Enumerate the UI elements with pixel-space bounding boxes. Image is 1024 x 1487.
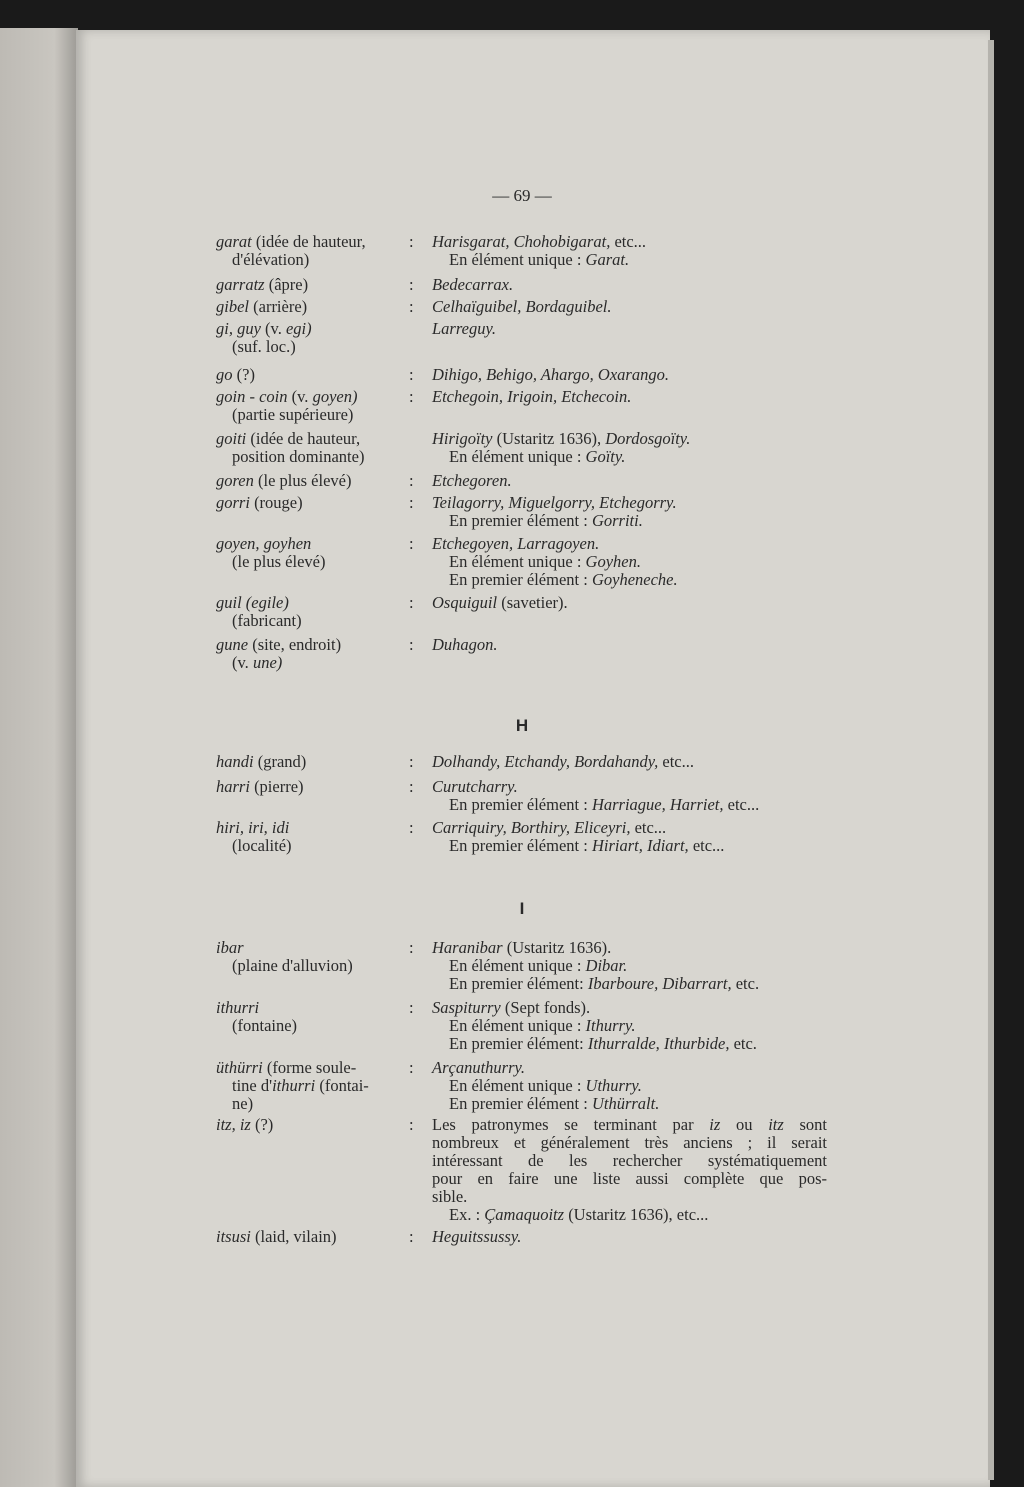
text-line xyxy=(432,1170,827,1188)
italic-term: Carriquiry, Borthiry, Eliceyri, xyxy=(432,818,631,837)
italic-term: gibel xyxy=(216,297,249,316)
text-line xyxy=(432,939,827,957)
italic-term: goren xyxy=(216,471,254,490)
text-line xyxy=(216,1077,411,1095)
text-line xyxy=(216,430,411,448)
text-line xyxy=(432,636,827,654)
text-line xyxy=(216,251,411,269)
text-span: En premier élément: xyxy=(449,1034,588,1053)
separator-colon: : xyxy=(409,387,414,406)
text-line xyxy=(432,553,827,571)
text-span: (plaine d'alluvion) xyxy=(232,956,353,975)
text-line xyxy=(432,430,827,448)
text-line xyxy=(216,1228,411,1246)
text-line xyxy=(216,654,411,672)
text-line xyxy=(432,753,827,771)
text-span: pour en faire une liste aussi complète que pos- xyxy=(432,1169,827,1188)
text-span: etc. xyxy=(731,974,760,993)
text-span: (Ustaritz 1636), etc... xyxy=(564,1205,709,1224)
entry-term xyxy=(216,1059,411,1113)
text-span: position dominante) xyxy=(232,447,365,466)
text-span: En élément unique : xyxy=(449,956,586,975)
text-line xyxy=(216,1017,411,1035)
italic-term: Larreguy. xyxy=(432,319,497,338)
text-span: (fabricant) xyxy=(232,611,302,630)
separator-colon: : xyxy=(409,297,414,316)
text-span: d'élévation) xyxy=(232,250,310,269)
italic-term: Dordosgoïty. xyxy=(605,429,691,448)
entry-term xyxy=(216,494,411,512)
italic-term: une) xyxy=(252,653,283,672)
text-line xyxy=(432,1228,827,1246)
text-span: (?) xyxy=(232,365,255,384)
text-span: (âpre) xyxy=(264,275,309,294)
separator-colon: : xyxy=(409,593,414,612)
entry-examples xyxy=(432,594,827,612)
previous-page-edge xyxy=(0,28,78,1487)
text-span: En premier élément : xyxy=(449,836,592,855)
text-line xyxy=(216,1116,411,1134)
text-span: etc... xyxy=(658,752,694,771)
separator-colon: : xyxy=(409,275,414,294)
text-span: (pierre) xyxy=(249,777,304,796)
italic-term: Etchegoin, Irigoin, Etchecoin. xyxy=(432,387,632,406)
italic-term: Dolhandy, Etchandy, Bordahandy, xyxy=(432,752,659,771)
italic-term: Çamaquoitz xyxy=(484,1205,565,1224)
entry-term xyxy=(216,636,411,672)
entry-examples xyxy=(432,388,827,406)
separator-colon: : xyxy=(409,635,414,654)
text-line xyxy=(432,233,827,251)
italic-term: ibar xyxy=(216,938,244,957)
text-span: En élément unique : xyxy=(449,552,586,571)
entry-examples xyxy=(432,320,827,338)
separator-colon: : xyxy=(409,493,414,512)
text-span: etc... xyxy=(630,818,667,837)
page-edge xyxy=(988,40,994,1480)
text-span: nombreux et généralement très anciens ; il serait xyxy=(432,1133,827,1152)
text-line xyxy=(432,1077,827,1095)
separator-colon: : xyxy=(409,752,414,771)
text-line xyxy=(216,1059,411,1077)
entry-term xyxy=(216,999,411,1035)
separator-colon: : xyxy=(409,777,414,796)
italic-term: gune xyxy=(216,635,249,654)
text-line xyxy=(432,1035,827,1053)
entry-examples xyxy=(432,298,827,316)
italic-term: Dihigo, Behigo, Ahargo, Oxarango. xyxy=(432,365,669,384)
text-span: (fontai- xyxy=(315,1076,369,1095)
text-line xyxy=(216,388,411,406)
italic-term: goyen, goyhen xyxy=(216,534,312,553)
italic-term: itz xyxy=(768,1115,784,1134)
italic-term: Heguitssussy. xyxy=(432,1227,522,1246)
italic-term: Garat. xyxy=(585,250,630,269)
italic-term: Dibar. xyxy=(585,956,628,975)
italic-term: Ibarboure, Dibarrart, xyxy=(587,974,732,993)
text-line xyxy=(432,796,827,814)
text-line xyxy=(216,837,411,855)
text-line xyxy=(432,1017,827,1035)
text-line xyxy=(216,472,411,490)
italic-term: Etchegoren. xyxy=(432,471,512,490)
italic-term: Goyheneche. xyxy=(591,570,678,589)
entry-examples xyxy=(432,276,827,294)
italic-term: Harisgarat, Chohobigarat, xyxy=(432,232,611,251)
text-span: (Ustaritz 1636). xyxy=(502,938,612,957)
text-line xyxy=(432,1206,827,1224)
page-number: — 69 — xyxy=(492,186,552,205)
italic-term: garat xyxy=(216,232,252,251)
text-line xyxy=(432,975,827,993)
text-line xyxy=(216,320,411,338)
italic-term: itz, iz xyxy=(216,1115,251,1134)
separator-colon: : xyxy=(409,365,414,384)
text-line xyxy=(432,837,827,855)
text-span: (le plus élevé) xyxy=(232,552,326,571)
text-line xyxy=(432,298,827,316)
text-line xyxy=(432,778,827,796)
text-line xyxy=(216,612,411,630)
italic-term: goiti xyxy=(216,429,247,448)
text-span: etc... xyxy=(723,795,760,814)
text-line xyxy=(432,535,827,553)
entry-examples xyxy=(432,1228,827,1246)
entry-term xyxy=(216,535,411,571)
text-line xyxy=(432,448,827,466)
text-span: (rouge) xyxy=(249,493,303,512)
italic-term: üthürri xyxy=(216,1058,263,1077)
text-span: En élément unique : xyxy=(449,1016,586,1035)
text-line xyxy=(432,819,827,837)
entry-examples xyxy=(432,1059,827,1113)
text-span: etc... xyxy=(688,836,725,855)
italic-term: handi xyxy=(216,752,254,771)
entry-examples xyxy=(432,366,827,384)
text-line xyxy=(432,571,827,589)
text-line xyxy=(216,999,411,1017)
text-span: (fontaine) xyxy=(232,1016,298,1035)
italic-term: ithurri xyxy=(216,998,260,1017)
text-line xyxy=(432,366,827,384)
entry-term xyxy=(216,430,411,466)
text-line xyxy=(432,472,827,490)
text-span: intéressant de les rechercher systématiquement xyxy=(432,1151,827,1170)
text-span: (suf. loc.) xyxy=(232,337,296,356)
italic-term: goin - coin xyxy=(216,387,288,406)
separator-colon: : xyxy=(409,1227,414,1246)
separator-colon: : xyxy=(409,998,414,1017)
entry-term xyxy=(216,778,411,796)
text-line xyxy=(432,320,827,338)
section-letter: H xyxy=(515,716,529,735)
text-span: (?) xyxy=(250,1115,274,1134)
text-span: (le plus élevé) xyxy=(253,471,352,490)
entry-examples xyxy=(432,233,827,269)
text-line xyxy=(216,448,411,466)
text-line xyxy=(216,753,411,771)
text-span: sont xyxy=(783,1115,827,1134)
text-span: En élément unique : xyxy=(449,447,586,466)
italic-term: Bedecarrax. xyxy=(432,275,514,294)
text-line xyxy=(216,233,411,251)
entry-examples xyxy=(432,472,827,490)
italic-term: Uthurry. xyxy=(585,1076,642,1095)
text-line xyxy=(432,251,827,269)
text-span: etc... xyxy=(610,232,647,251)
entry-term xyxy=(216,388,411,424)
text-line xyxy=(432,594,827,612)
text-span: En premier élément : xyxy=(449,570,592,589)
text-span: (v. xyxy=(232,653,253,672)
separator-colon: : xyxy=(409,232,414,251)
italic-term: Teilagorry, Miguelgorry, Etchegorry. xyxy=(432,493,677,512)
text-span: tine d' xyxy=(232,1076,273,1095)
text-span: (site, endroit) xyxy=(248,635,342,654)
text-line xyxy=(432,1134,827,1152)
italic-term: egi) xyxy=(285,319,312,338)
text-line xyxy=(432,999,827,1017)
text-span: En premier élément: xyxy=(449,974,588,993)
entry-term xyxy=(216,233,411,269)
text-span: En élément unique : xyxy=(449,250,586,269)
text-span: (savetier). xyxy=(497,593,568,612)
italic-term: harri xyxy=(216,777,250,796)
italic-term: Harriague, Harriet, xyxy=(591,795,724,814)
text-line xyxy=(432,512,827,530)
italic-term: Celhaïguibel, Bordaguibel. xyxy=(432,297,612,316)
text-span: etc. xyxy=(729,1034,757,1053)
italic-term: Hirigoïty xyxy=(432,429,493,448)
text-span: En premier élément : xyxy=(449,795,592,814)
text-span: (forme soule- xyxy=(262,1058,357,1077)
italic-term: garratz xyxy=(216,275,265,294)
italic-term: Haranibar xyxy=(432,938,503,957)
text-span: ne) xyxy=(232,1094,254,1113)
separator-colon: : xyxy=(409,818,414,837)
text-span: (idée de hauteur, xyxy=(246,429,361,448)
text-span: (laid, vilain) xyxy=(250,1227,337,1246)
text-line xyxy=(216,636,411,654)
text-line xyxy=(216,338,411,356)
text-line xyxy=(216,778,411,796)
section-letter: I xyxy=(519,899,525,918)
text-line xyxy=(432,1152,827,1170)
italic-term: Curutcharry. xyxy=(432,777,518,796)
entry-examples xyxy=(432,494,827,530)
text-span: (Ustaritz 1636), xyxy=(492,429,606,448)
italic-term: Gorriti. xyxy=(591,511,643,530)
italic-term: ithurri xyxy=(272,1076,316,1095)
text-line xyxy=(216,957,411,975)
text-span: En premier élément : xyxy=(449,1094,592,1113)
entry-examples xyxy=(432,636,827,654)
text-span: (v. xyxy=(260,319,286,338)
text-line xyxy=(432,1188,827,1206)
italic-term: go xyxy=(216,365,233,384)
italic-term: goyen) xyxy=(312,387,358,406)
text-line xyxy=(216,276,411,294)
text-span: (grand) xyxy=(253,752,307,771)
italic-term: Goyhen. xyxy=(585,552,641,571)
italic-term: Ithurry. xyxy=(585,1016,636,1035)
entry-term xyxy=(216,1228,411,1246)
entry-term xyxy=(216,320,411,356)
entry-examples xyxy=(432,819,827,855)
text-line xyxy=(216,819,411,837)
separator-colon: : xyxy=(409,938,414,957)
text-line xyxy=(216,939,411,957)
text-span: (partie supérieure) xyxy=(232,405,354,424)
text-span: (v. xyxy=(287,387,313,406)
entry-term xyxy=(216,366,411,384)
text-span: (idée de hauteur, xyxy=(251,232,366,251)
entry-examples xyxy=(432,939,827,993)
entry-term xyxy=(216,939,411,975)
text-span: Les patronymes se terminant par xyxy=(432,1115,710,1134)
text-line xyxy=(216,406,411,424)
entry-term xyxy=(216,819,411,855)
text-span: Ex. : xyxy=(449,1205,485,1224)
text-line xyxy=(216,366,411,384)
text-line xyxy=(432,276,827,294)
italic-term: gorri xyxy=(216,493,250,512)
entry-term xyxy=(216,298,411,316)
text-span: (Sept fonds). xyxy=(500,998,591,1017)
entry-term xyxy=(216,753,411,771)
text-span: sible. xyxy=(432,1187,468,1206)
entry-term xyxy=(216,594,411,630)
italic-term: Arçanuthurry. xyxy=(432,1058,526,1077)
entry-term xyxy=(216,276,411,294)
text-span: En élément unique : xyxy=(449,1076,586,1095)
text-line xyxy=(216,494,411,512)
separator-colon: : xyxy=(409,1058,414,1077)
text-line xyxy=(216,1095,411,1113)
separator-colon: : xyxy=(409,471,414,490)
italic-term: guil (egile) xyxy=(216,593,289,612)
italic-term: Osquiguil xyxy=(432,593,498,612)
italic-term: gi, guy xyxy=(216,319,261,338)
entry-examples xyxy=(432,535,827,589)
italic-term: Duhagon. xyxy=(432,635,498,654)
text-line xyxy=(216,298,411,316)
text-line xyxy=(432,494,827,512)
entry-examples xyxy=(432,430,827,466)
entry-term xyxy=(216,472,411,490)
text-span: (arrière) xyxy=(249,297,308,316)
italic-term: Saspiturry xyxy=(432,998,501,1017)
text-line xyxy=(216,594,411,612)
text-line xyxy=(432,1116,827,1134)
italic-term: Uthürralt. xyxy=(591,1094,660,1113)
separator-colon: : xyxy=(409,1115,414,1134)
text-line xyxy=(432,957,827,975)
text-line xyxy=(216,535,411,553)
italic-term: Etchegoyen, Larragoyen. xyxy=(432,534,600,553)
text-span: ou xyxy=(720,1115,769,1134)
text-line xyxy=(432,1095,827,1113)
italic-term: Ithurralde, Ithurbide, xyxy=(587,1034,730,1053)
entry-term xyxy=(216,1116,411,1134)
separator-colon: : xyxy=(409,534,414,553)
italic-term: Hiriart, Idiart, xyxy=(591,836,689,855)
italic-term: iz xyxy=(709,1115,721,1134)
italic-term: itsusi xyxy=(216,1227,251,1246)
entry-examples xyxy=(432,999,827,1053)
italic-term: hiri, iri, idi xyxy=(216,818,290,837)
text-line xyxy=(216,553,411,571)
text-line xyxy=(432,388,827,406)
text-line xyxy=(432,1059,827,1077)
italic-term: Goïty. xyxy=(585,447,626,466)
text-span: (localité) xyxy=(232,836,292,855)
text-span: En premier élément : xyxy=(449,511,592,530)
entry-examples xyxy=(432,1116,827,1224)
entry-examples xyxy=(432,778,827,814)
entry-examples xyxy=(432,753,827,771)
